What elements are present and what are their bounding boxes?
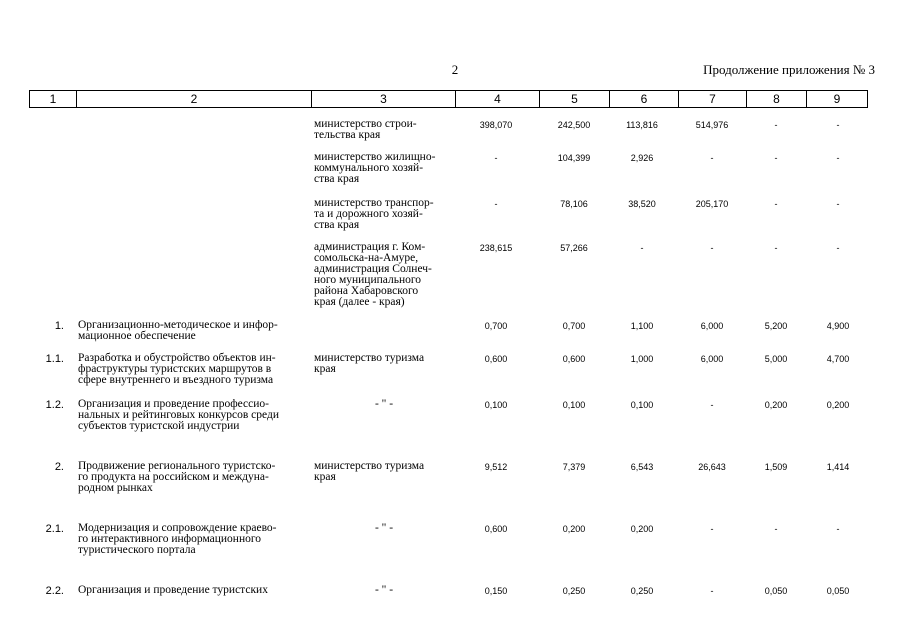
row-value-col-5: 242,500	[557, 120, 591, 130]
row-value-col-4: -	[494, 153, 498, 163]
row-value-col-6: 2,926	[630, 153, 654, 163]
row-value-col-4: 0,700	[484, 321, 508, 331]
row-executor: министерство туризма края	[314, 352, 425, 375]
row-value-col-6: 0,100	[630, 400, 654, 410]
row-value-col-7: 205,170	[695, 199, 729, 209]
row-value-col-6: 1,100	[630, 321, 654, 331]
row-value-col-4: -	[494, 199, 498, 209]
row-value-col-5: 7,379	[562, 462, 586, 472]
table-header-row	[29, 90, 868, 108]
column-header-8: 8	[746, 91, 806, 107]
row-value-col-9: 1,414	[826, 462, 850, 472]
row-value-col-9: -	[836, 120, 840, 130]
row-value-col-7: 6,000	[700, 321, 724, 331]
row-value-col-5: 57,266	[560, 243, 588, 253]
row-value-col-9: 4,900	[826, 321, 850, 331]
row-value-col-8: 1,509	[764, 462, 788, 472]
row-value-col-6: 1,000	[630, 354, 654, 364]
row-number: 2.	[54, 461, 64, 473]
column-header-5: 5	[539, 91, 609, 107]
row-value-col-5: 78,106	[560, 199, 588, 209]
row-activity-name: Модернизация и сопровождение краево- го интерактивного информационного туристического портала	[78, 522, 277, 556]
row-executor: министерство жилищно- коммунального хозяй- ства края	[314, 151, 436, 185]
row-executor: - " -	[374, 522, 394, 534]
row-value-col-8: -	[774, 199, 778, 209]
row-value-col-5: 0,200	[562, 524, 586, 534]
row-value-col-9: -	[836, 199, 840, 209]
row-value-col-8: 0,050	[764, 586, 788, 596]
row-value-col-9: -	[836, 524, 840, 534]
row-value-col-6: 38,520	[628, 199, 656, 209]
row-value-col-7: -	[710, 243, 714, 253]
row-executor: министерство транспор- та и дорожного хозяй- ства края	[314, 197, 434, 231]
row-activity-name: Разработка и обустройство объектов ин- фраструктуры туристских маршрутов в сфере внутреннего и въездного туризма	[78, 352, 276, 386]
row-executor: - " -	[374, 398, 394, 410]
row-value-col-9: -	[836, 243, 840, 253]
column-header-3: 3	[311, 91, 455, 107]
row-value-col-8: -	[774, 120, 778, 130]
row-value-col-9: 0,050	[826, 586, 850, 596]
row-value-col-4: 238,615	[479, 243, 513, 253]
row-executor: администрация г. Ком- сомольска-на-Амуре, администрация Солнеч- ного муниципального района Хабаровского края (далее - края)	[314, 241, 432, 308]
row-value-col-8: 0,200	[764, 400, 788, 410]
row-value-col-4: 9,512	[484, 462, 508, 472]
row-value-col-5: 0,600	[562, 354, 586, 364]
row-activity-name: Организационно-методическое и инфор- мационное обеспечение	[78, 319, 278, 342]
row-value-col-7: -	[710, 586, 714, 596]
column-header-7: 7	[678, 91, 746, 107]
row-value-col-7: -	[710, 524, 714, 534]
row-value-col-7: -	[710, 400, 714, 410]
row-value-col-4: 398,070	[479, 120, 513, 130]
row-value-col-4: 0,600	[484, 354, 508, 364]
row-value-col-7: 514,976	[695, 120, 729, 130]
row-value-col-6: -	[640, 243, 644, 253]
row-value-col-5: 104,399	[557, 153, 591, 163]
row-activity-name: Продвижение регионального туристско- го продукта на российском и междуна- родном рынках	[78, 460, 276, 494]
row-value-col-8: -	[774, 153, 778, 163]
row-value-col-8: -	[774, 524, 778, 534]
column-header-1: 1	[49, 92, 57, 106]
row-value-col-9: -	[836, 153, 840, 163]
row-value-col-8: 5,000	[764, 354, 788, 364]
row-number: 1.	[54, 320, 64, 332]
row-value-col-5: 0,100	[562, 400, 586, 410]
page-number: 2	[451, 62, 459, 77]
row-value-col-6: 0,250	[630, 586, 654, 596]
row-number: 1.2.	[45, 399, 64, 411]
row-executor: министерство строи- тельства края	[314, 118, 417, 141]
column-header-4: 4	[455, 91, 539, 107]
row-activity-name: Организация и проведение туристских	[78, 584, 268, 596]
row-number: 1.1.	[45, 353, 64, 365]
row-value-col-7: -	[710, 153, 714, 163]
row-executor: - " -	[374, 584, 394, 596]
row-value-col-5: 0,700	[562, 321, 586, 331]
row-value-col-7: 26,643	[698, 462, 726, 472]
row-value-col-9: 0,200	[826, 400, 850, 410]
row-value-col-4: 0,600	[484, 524, 508, 534]
column-header-2: 2	[76, 91, 311, 107]
row-activity-name: Организация и проведение профессио- нальных и рейтинговых конкурсов среди субъектов туристской индустрии	[78, 398, 279, 432]
row-value-col-6: 113,816	[626, 120, 658, 130]
row-executor: министерство туризма края	[314, 460, 425, 483]
row-value-col-8: 5,200	[764, 321, 788, 331]
row-value-col-4: 0,150	[484, 586, 508, 596]
row-value-col-9: 4,700	[826, 354, 850, 364]
appendix-continuation-label: Продолжение приложения № 3	[703, 62, 875, 77]
row-value-col-8: -	[774, 243, 778, 253]
row-value-col-5: 0,250	[562, 586, 586, 596]
row-number: 2.2.	[45, 585, 64, 597]
row-value-col-7: 6,000	[700, 354, 724, 364]
column-header-9: 9	[806, 91, 867, 107]
column-header-6: 6	[609, 91, 678, 107]
row-value-col-6: 6,543	[630, 462, 654, 472]
row-value-col-6: 0,200	[630, 524, 654, 534]
row-value-col-4: 0,100	[484, 400, 508, 410]
row-number: 2.1.	[45, 523, 64, 535]
